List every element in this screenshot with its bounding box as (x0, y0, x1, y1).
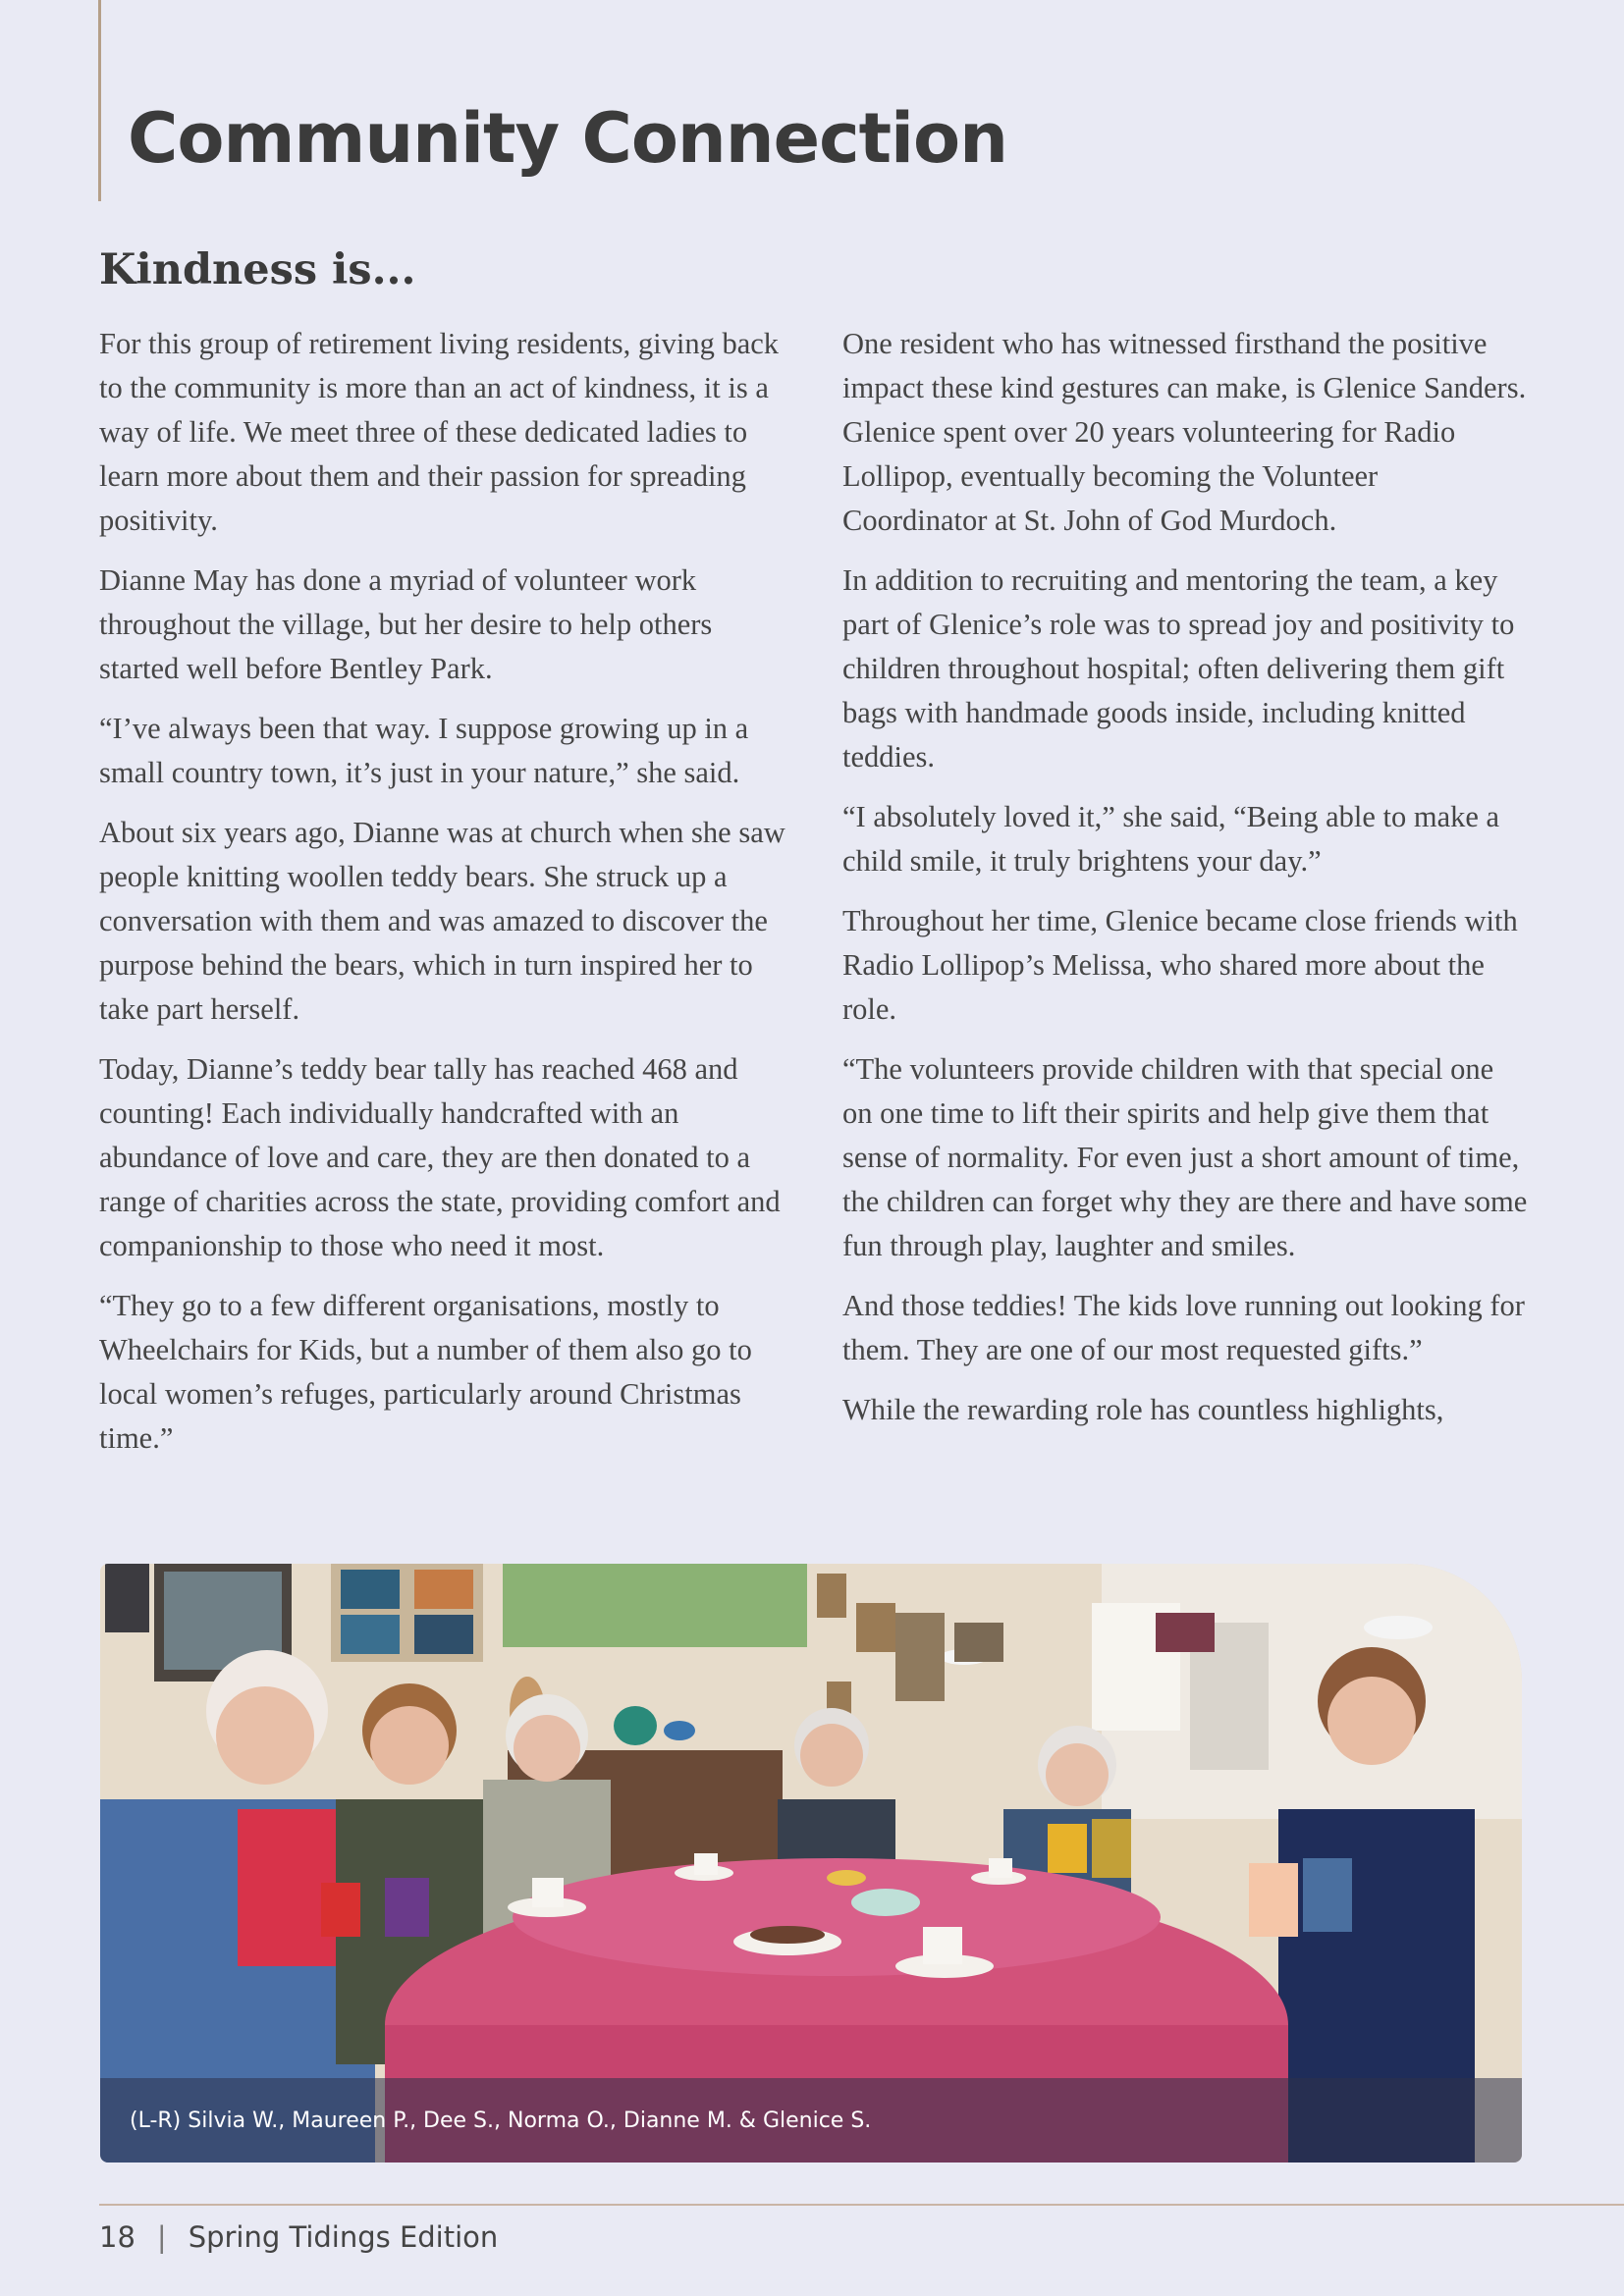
article-right-column (842, 322, 1530, 1448)
paragraph: Today, Dianne’s teddy bear tally has reached 468 and counting! Each individually handcrafted with an abundance of love and care, they are then donated to a range of charities across the state, providing comfort and companionship to those who need it most. (99, 1052, 781, 1262)
group-photo (100, 1564, 1522, 2163)
paragraph: “I’ve always been that way. I suppose growing up in a small country town, it’s just in your nature,” she said. (99, 712, 749, 789)
page-number: 18 (99, 2220, 135, 2254)
paragraph: In addition to recruiting and mentoring the team, a key part of Glenice’s role was to spread joy and positivity to children throughout hospital; often delivering them gift bags with handmade goods inside, including knitted teddies. (842, 563, 1515, 774)
photo-caption-bar (100, 2078, 1522, 2163)
footer-separator: | (156, 2220, 167, 2254)
paragraph: For this group of retirement living residents, giving back to the community is more than an act of kindness, it is a way of life. We meet three of these dedicated ladies to learn more about them and their passion for spreading positivity. (99, 327, 780, 537)
title-accent-line (98, 0, 101, 201)
paragraph: “I absolutely loved it,” she said, “Being able to make a child smile, it truly brightens your day.” (842, 800, 1500, 878)
edition-name: Spring Tidings Edition (188, 2220, 499, 2254)
paragraph: Dianne May has done a myriad of volunteer work throughout the village, but her desire to help others started well before Bentley Park. (99, 563, 713, 685)
paragraph: One resident who has witnessed firsthand the positive impact these kind gestures can make, is Glenice Sanders. Glenice spent over 20 years volunteering for Radio Lollipop, eventually becoming the Volunteer Coordinator at St. John of God Murdoch. (842, 327, 1527, 537)
page-footer (99, 2220, 498, 2254)
paragraph: While the rewarding role has countless highlights, (842, 1393, 1444, 1426)
article-heading: Kindness is... (99, 245, 416, 294)
group-photo-illustration (100, 1564, 1522, 2163)
page-title: Community Connection (128, 98, 1007, 179)
photo-caption: (L-R) Silvia W., Maureen P., Dee S., Norma O., Dianne M. & Glenice S. (130, 2108, 872, 2133)
article-left-column (99, 322, 786, 1476)
paragraph: “They go to a few different organisations, mostly to Wheelchairs for Kids, but a number of them also go to local women’s refuges, particularly around Christmas time.” (99, 1289, 752, 1455)
paragraph: About six years ago, Dianne was at church when she saw people knitting woollen teddy bears. She struck up a conversation with them and was amazed to discover the purpose behind the bears, which in turn inspired her to take part herself. (99, 816, 785, 1026)
paragraph: Throughout her time, Glenice became close friends with Radio Lollipop’s Melissa, who shared more about the role. (842, 904, 1518, 1026)
footer-divider (99, 2204, 1624, 2206)
paragraph: And those teddies! The kids love running out looking for them. They are one of our most requested gifts.” (842, 1289, 1525, 1366)
paragraph: “The volunteers provide children with that special one on one time to lift their spirits and help give them that sense of normality. For even just a short amount of time, the children can forget why they are there and have some fun through play, laughter and smiles. (842, 1052, 1528, 1262)
